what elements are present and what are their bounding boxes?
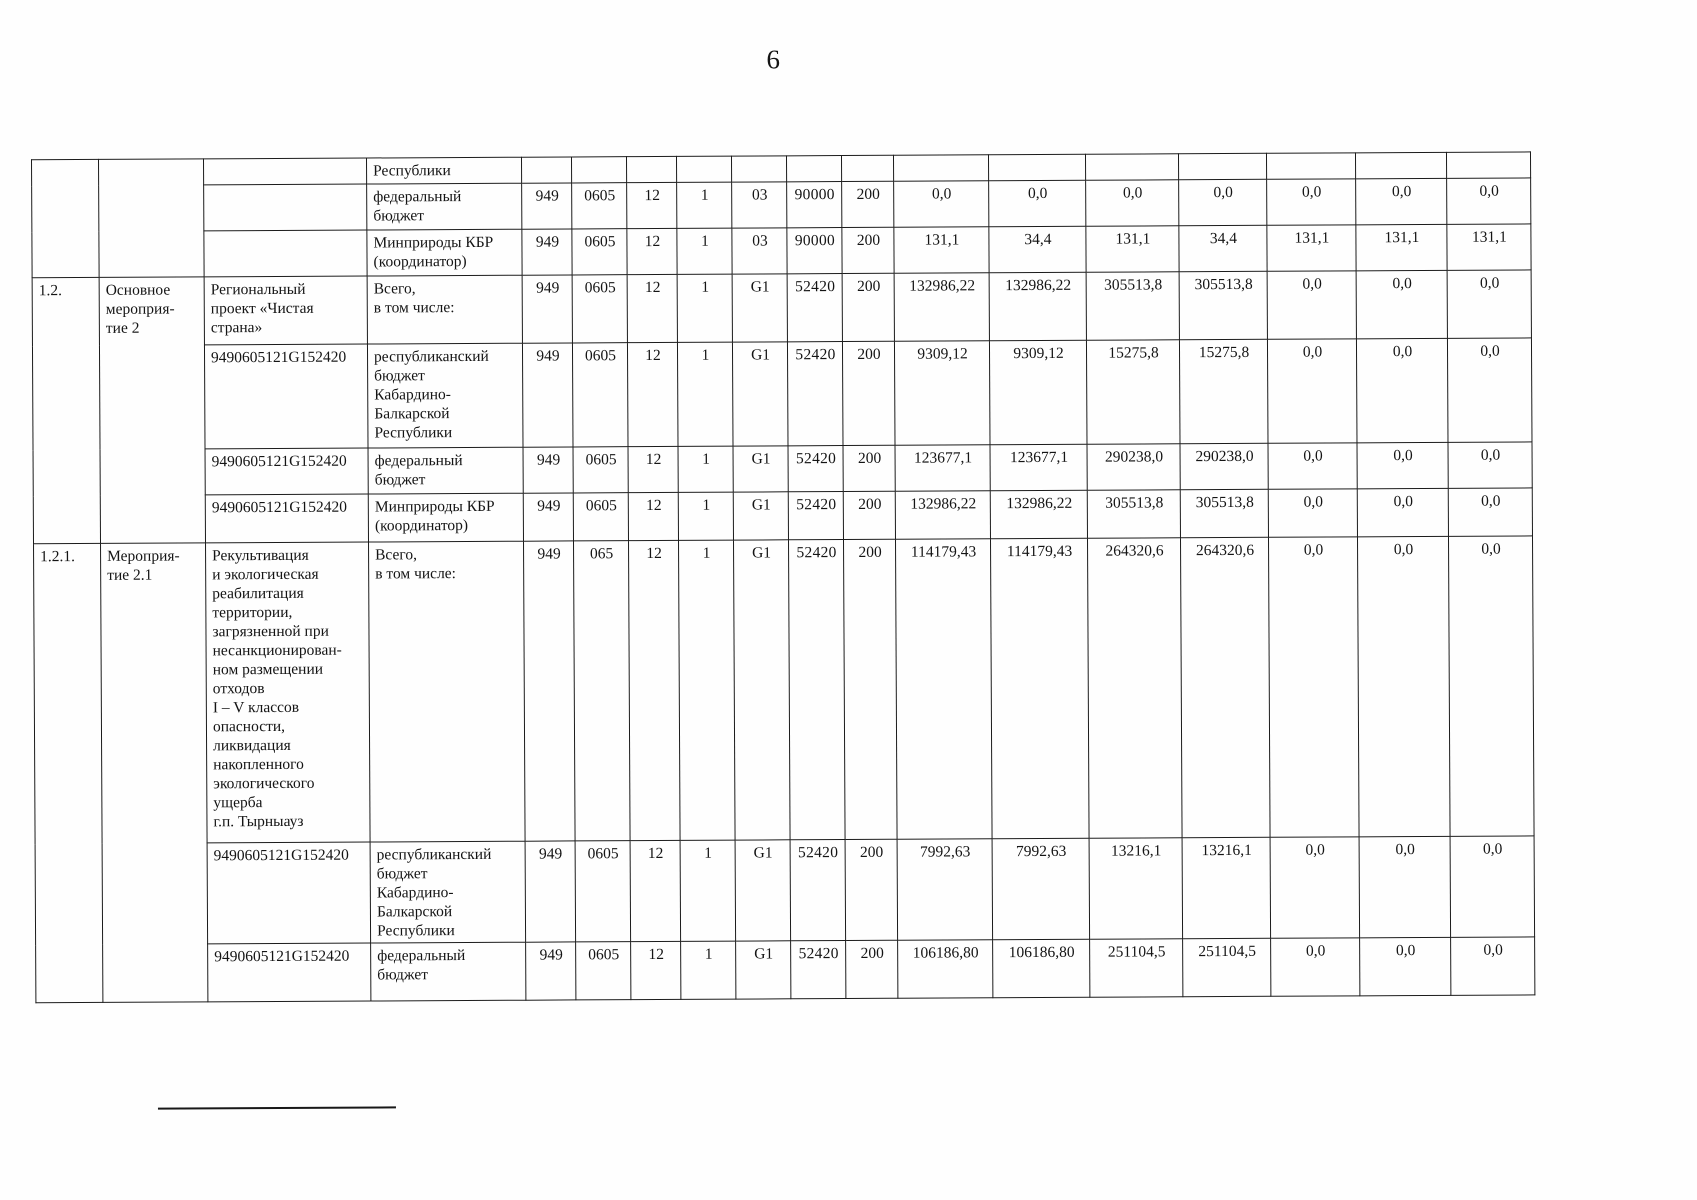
cell-item-title: Мероприя- тие 2.1 [101, 543, 208, 1003]
cell-classification: G1 [732, 342, 788, 446]
cell-classification: 12 [628, 492, 678, 540]
cell-amount: 0,0 [1268, 537, 1359, 837]
cell-classification: 0605 [575, 841, 631, 942]
cell-classification [786, 156, 841, 182]
cell-amount: 305513,8 [1087, 490, 1180, 538]
cell-amount: 0,0 [1267, 271, 1356, 339]
cell-classification: 52420 [787, 274, 842, 342]
cell-amount: 0,0 [1179, 179, 1267, 225]
cell-classification: 12 [629, 540, 681, 840]
cell-classification: 12 [630, 840, 681, 941]
cell-classification [731, 156, 786, 182]
cell-amount: 0,0 [1271, 938, 1360, 996]
cell-classification: 1 [678, 540, 735, 840]
cell-funding-source: Минприроды КБР (координатор) [367, 229, 522, 276]
cell-classification: 065 [574, 541, 631, 841]
cell-amount: 305513,8 [1086, 272, 1179, 340]
cell-classification: G1 [735, 840, 791, 941]
cell-classification: 03 [732, 182, 787, 228]
cell-classification: 949 [526, 942, 576, 1000]
cell-amount: 0,0 [1356, 178, 1447, 224]
cell-classification: 200 [846, 940, 898, 998]
cell-amount: 132986,22 [989, 272, 1086, 341]
cell-classification: 949 [522, 183, 572, 229]
table-row [34, 536, 1535, 844]
cell-budget-code [204, 184, 367, 231]
cell-classification: G1 [733, 540, 790, 840]
cell-classification: 90000 [787, 228, 842, 274]
cell-classification [626, 156, 676, 182]
cell-classification: 1 [677, 228, 732, 274]
cell-classification: 0605 [572, 229, 627, 275]
cell-budget-code [203, 158, 366, 185]
cell-amount: 0,0 [1448, 536, 1534, 836]
cell-amount: 0,0 [1357, 442, 1448, 488]
cell-budget-code: 9490605121G152420 [207, 842, 371, 944]
budget-table-body [31, 152, 1534, 1003]
cell-amount: 305513,8 [1180, 489, 1268, 537]
cell-amount: 13216,1 [1089, 838, 1183, 939]
cell-funding-source: Всего, в том числе: [369, 541, 526, 842]
cell-funding-source: федеральный бюджет [371, 942, 526, 1001]
cell-amount: 131,1 [1086, 226, 1179, 272]
cell-funding-source: республиканский бюджет Кабардино- Балкарской Республики [370, 841, 526, 943]
table-row [33, 488, 1532, 544]
cell-item-number [31, 159, 99, 277]
cell-amount [893, 155, 988, 181]
cell-amount: 123677,1 [895, 445, 990, 491]
cell-amount: 0,0 [1448, 488, 1532, 536]
cell-amount: 131,1 [894, 227, 989, 273]
cell-classification: 52420 [788, 446, 843, 492]
cell-amount: 34,4 [989, 226, 1086, 273]
cell-amount: 132986,22 [990, 490, 1087, 539]
cell-amount [1178, 153, 1266, 179]
cell-budget-code: 9490605121G152420 [205, 494, 368, 543]
cell-classification: G1 [733, 492, 788, 540]
cell-amount: 131,1 [1356, 224, 1447, 270]
cell-item-number: 1.2. [32, 277, 100, 543]
cell-classification: 52420 [791, 941, 846, 999]
cell-amount: 0,0 [1086, 180, 1179, 226]
cell-amount: 0,0 [989, 180, 1086, 227]
cell-classification: 0605 [572, 343, 628, 447]
cell-amount [1266, 153, 1355, 179]
cell-amount [1355, 152, 1446, 178]
cell-funding-source: Минприроды КБР (координатор) [368, 493, 523, 542]
cell-amount: 0,0 [1267, 179, 1356, 225]
cell-classification: 52420 [788, 492, 843, 540]
cell-classification: 1 [678, 492, 733, 540]
cell-amount: 131,1 [1267, 225, 1356, 271]
cell-budget-code [204, 230, 367, 277]
cell-funding-source: Всего, в том числе: [367, 275, 522, 344]
cell-classification: 12 [631, 941, 681, 999]
cell-classification: 52420 [790, 840, 846, 941]
cell-classification: 12 [627, 182, 677, 228]
cell-classification: 200 [842, 341, 895, 445]
cell-amount: 290238,0 [1087, 444, 1180, 490]
cell-classification [841, 155, 893, 181]
table-row [32, 338, 1532, 450]
cell-classification: 12 [628, 446, 678, 492]
cell-budget-code: 9490605121G152420 [208, 943, 371, 1002]
cell-classification: 0605 [572, 275, 627, 343]
cell-amount: 131,1 [1447, 224, 1531, 270]
cell-classification: G1 [736, 941, 791, 999]
cell-classification: 200 [845, 839, 898, 940]
cell-amount: 251104,5 [1183, 938, 1271, 996]
cell-funding-source: федеральный бюджет [367, 183, 522, 230]
budget-table [31, 151, 1535, 1003]
cell-classification: 1 [677, 182, 732, 228]
cell-amount: 0,0 [1357, 488, 1448, 536]
cell-classification: 200 [843, 445, 895, 491]
cell-classification: 949 [522, 343, 573, 447]
cell-classification: 1 [677, 274, 732, 342]
cell-classification [521, 157, 571, 183]
cell-amount: 0,0 [1356, 338, 1448, 442]
cell-classification: 12 [627, 342, 678, 446]
cell-amount: 0,0 [1268, 443, 1357, 489]
cell-amount: 0,0 [1451, 937, 1535, 995]
cell-amount: 9309,12 [989, 340, 1087, 445]
cell-classification: 52420 [788, 540, 845, 840]
cell-amount: 7992,63 [897, 839, 993, 940]
cell-item-title [98, 159, 204, 278]
cell-item-number: 1.2.1. [34, 543, 103, 1002]
footnote-rule [158, 1106, 396, 1109]
cell-amount: 15275,8 [1179, 339, 1268, 443]
table-row [36, 937, 1535, 1003]
cell-amount: 7992,63 [992, 838, 1090, 940]
cell-funding-source: республиканский бюджет Кабардино- Балкарской Республики [367, 343, 523, 448]
cell-amount: 0,0 [1267, 339, 1357, 443]
page-number: 6 [766, 44, 781, 75]
cell-classification: 200 [843, 539, 897, 839]
cell-amount: 305513,8 [1179, 271, 1267, 339]
table-row [32, 270, 1531, 346]
cell-budget-code: 9490605121G152420 [205, 448, 368, 495]
table-row [35, 836, 1535, 945]
cell-classification: 949 [524, 541, 576, 841]
cell-amount: 0,0 [1447, 270, 1531, 338]
cell-classification: 1 [678, 446, 733, 492]
cell-amount: 264320,6 [1180, 537, 1270, 837]
cell-amount: 0,0 [894, 181, 989, 227]
cell-amount [1446, 152, 1530, 178]
cell-amount: 0,0 [1360, 937, 1451, 995]
cell-classification: 0605 [573, 447, 628, 493]
cell-amount: 13216,1 [1182, 837, 1271, 938]
cell-classification [571, 157, 626, 183]
cell-amount: 132986,22 [894, 273, 989, 341]
cell-classification: 949 [522, 229, 572, 275]
cell-amount: 264320,6 [1087, 538, 1182, 838]
cell-classification: 0605 [573, 493, 628, 541]
cell-amount: 0,0 [1356, 270, 1447, 338]
cell-amount [1085, 154, 1178, 180]
cell-classification: 200 [842, 227, 894, 273]
cell-classification: 12 [627, 228, 677, 274]
cell-classification: 200 [842, 273, 894, 341]
cell-amount: 123677,1 [990, 444, 1087, 491]
table-row [33, 442, 1532, 496]
cell-amount: 0,0 [1447, 338, 1532, 442]
cell-amount: 15275,8 [1086, 340, 1180, 444]
table-row [32, 178, 1531, 232]
cell-item-title: Основное мероприя- тие 2 [99, 277, 205, 544]
cell-amount: 106186,80 [898, 940, 993, 998]
cell-classification: 03 [732, 228, 787, 274]
cell-amount [988, 154, 1085, 181]
cell-amount: 0,0 [1357, 536, 1450, 836]
cell-amount: 0,0 [1359, 836, 1451, 937]
cell-amount: 114179,43 [895, 539, 992, 839]
cell-classification: 200 [842, 181, 894, 227]
cell-amount: 34,4 [1179, 225, 1267, 271]
cell-amount: 290238,0 [1180, 443, 1268, 489]
cell-classification: G1 [732, 274, 787, 342]
cell-classification: 1 [681, 941, 736, 999]
cell-classification: 90000 [787, 182, 842, 228]
cell-classification: 949 [525, 841, 576, 942]
cell-amount: 114179,43 [990, 538, 1089, 839]
cell-amount: 0,0 [1268, 489, 1357, 537]
cell-budget-code: 9490605121G152420 [204, 344, 368, 449]
cell-classification: 949 [522, 275, 572, 343]
cell-funding-source: Республики [366, 157, 521, 184]
cell-amount: 0,0 [1448, 442, 1532, 488]
cell-budget-code: Рекультивация и экологическая реабилитация территории, загрязненной при несанкционирован- ном размещении отходов I – V классов опасности, ликвидация накопленного экологического ущерба г.п. Тырныауз [206, 542, 371, 843]
cell-amount: 251104,5 [1090, 939, 1183, 997]
cell-amount: 0,0 [1270, 837, 1360, 938]
cell-classification [676, 156, 731, 182]
cell-amount: 0,0 [1447, 178, 1531, 224]
cell-classification: 949 [523, 447, 573, 493]
cell-classification: 52420 [787, 342, 843, 446]
cell-classification: 200 [843, 491, 895, 539]
cell-budget-code: Региональный проект «Чистая страна» [204, 276, 367, 345]
cell-classification: 1 [680, 840, 736, 941]
cell-classification: 1 [677, 342, 733, 446]
cell-amount: 106186,80 [993, 939, 1090, 998]
cell-funding-source: федеральный бюджет [368, 447, 523, 494]
cell-classification: 949 [523, 493, 573, 541]
cell-classification: G1 [733, 446, 788, 492]
cell-classification: 0605 [576, 942, 631, 1000]
table-row [32, 224, 1531, 278]
cell-classification: 12 [627, 274, 677, 342]
cell-amount: 0,0 [1450, 836, 1535, 937]
cell-amount: 132986,22 [895, 491, 990, 539]
cell-classification: 0605 [572, 183, 627, 229]
cell-amount: 9309,12 [894, 341, 990, 445]
